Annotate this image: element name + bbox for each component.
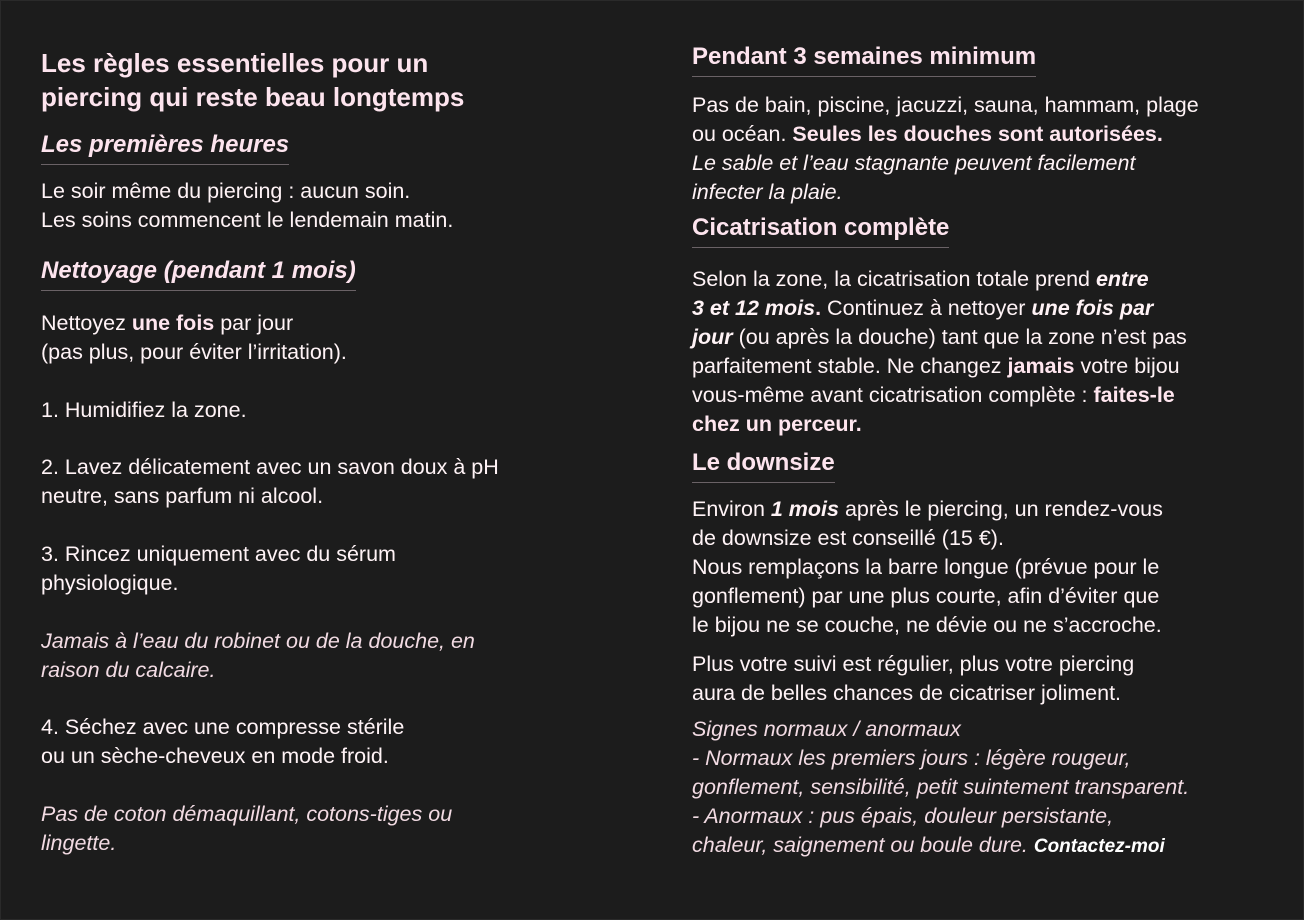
healing-duration-emphasis: 3 et 12 mois <box>692 296 816 320</box>
cleaning-step-4 <box>41 713 404 771</box>
three-weeks-heading: Pendant 3 semaines minimum <box>692 41 1036 77</box>
first-hours-line-1: Le soir même du piercing : aucun soin. <box>41 179 411 203</box>
cleaning-heading: Nettoyage (pendant 1 mois) <box>41 255 356 291</box>
title-line-1: Les règles essentielles pour un <box>41 48 429 78</box>
healing-line-4-a: parfaitement stable. Ne changez <box>692 354 1008 378</box>
healing-text <box>692 265 1187 439</box>
cleaning-intro-emphasis: une fois <box>131 311 215 335</box>
healing-line-1-emphasis: entre <box>1095 267 1149 291</box>
page-title <box>41 46 464 114</box>
tap-water-note-line-1: Jamais à l’eau du robinet ou de la douche, en <box>41 629 475 653</box>
three-weeks-line-3: Le sable et l’eau stagnante peuvent facilement <box>692 151 1136 175</box>
healing-line-3 <box>692 323 1187 352</box>
healing-line-2-c: Continuez à nettoyer <box>821 296 1032 320</box>
cleaning-step-2-line-2: neutre, sans parfum ni alcool. <box>41 484 324 508</box>
cleaning-step-3-line-1: 3. Rincez uniquement avec du sérum <box>41 542 396 566</box>
healing-frequency-emphasis: une fois par <box>1031 296 1154 320</box>
piercer-emphasis-a: faites-le <box>1093 383 1175 407</box>
first-hours-heading: Les premières heures <box>41 129 289 165</box>
cleaning-intro-c: par jour <box>214 311 294 335</box>
downsize-heading: Le downsize <box>692 447 835 483</box>
tap-water-note <box>41 627 475 685</box>
downsize-line-4: gonflement) par une plus courte, afin d’éviter que <box>692 584 1160 608</box>
downsize-line-2: de downsize est conseillé (15 €). <box>692 526 1004 550</box>
cleaning-step-4-line-2: ou un sèche-cheveux en mode froid. <box>41 744 389 768</box>
never-emphasis: jamais <box>1007 354 1075 378</box>
downsize-line-3: Nous remplaçons la barre longue (prévue pour le <box>692 555 1160 579</box>
downsize-line-1-c: après le piercing, un rendez-vous <box>839 497 1163 521</box>
healing-heading: Cicatrisation complète <box>692 212 949 248</box>
tap-water-note-line-2: raison du calcaire. <box>41 658 216 682</box>
signs-line-1: - Normaux les premiers jours : légère rougeur, <box>692 746 1131 770</box>
cotton-note-line-1: Pas de coton démaquillant, cotons-tiges ou <box>41 802 453 826</box>
signs-text <box>692 715 1189 861</box>
first-hours-line-2: Les soins commencent le lendemain matin. <box>41 208 454 232</box>
contact-link[interactable]: Contactez-moi <box>1033 836 1165 857</box>
signs-line-2: gonflement, sensibilité, petit suintement transparent. <box>692 775 1190 799</box>
cleaning-step-3-line-2: physiologique. <box>41 571 179 595</box>
healing-line-2-period: . <box>815 296 822 320</box>
three-weeks-line-1: Pas de bain, piscine, jacuzzi, sauna, hammam, plage <box>692 93 1199 117</box>
cleaning-step-3 <box>41 540 396 598</box>
showers-only-emphasis: Seules les douches sont autorisées. <box>792 122 1163 146</box>
healing-line-4 <box>692 352 1187 381</box>
healing-line-5 <box>692 381 1187 410</box>
downsize-line-1-a: Environ <box>692 497 771 521</box>
first-hours-text <box>41 177 453 235</box>
three-weeks-line-2-a: ou océan. <box>692 122 793 146</box>
title-line-2: piercing qui reste beau longtemps <box>41 82 465 112</box>
follow-up-line-2: aura de belles chances de cicatriser joliment. <box>692 681 1122 705</box>
cleaning-step-1: 1. Humidifiez la zone. <box>41 398 247 422</box>
downsize-delay-emphasis: 1 mois <box>770 497 839 521</box>
healing-line-1 <box>692 265 1187 294</box>
signs-line-4-text: chaleur, saignement ou boule dure. <box>692 833 1034 857</box>
signs-line-4 <box>692 831 1189 861</box>
cleaning-intro <box>41 309 347 367</box>
downsize-line-5: le bijou ne se couche, ne dévie ou ne s’accroche. <box>692 613 1162 637</box>
three-weeks-line-4: infecter la plaie. <box>692 180 843 204</box>
cleaning-step-2-line-1: 2. Lavez délicatement avec un savon doux à pH <box>41 455 499 479</box>
follow-up-text <box>692 650 1134 708</box>
cleaning-step-2 <box>41 453 499 511</box>
signs-title: Signes normaux / anormaux <box>692 717 961 741</box>
downsize-text <box>692 495 1163 640</box>
three-weeks-text <box>692 91 1199 207</box>
follow-up-line-1: Plus votre suivi est régulier, plus votre piercing <box>692 652 1135 676</box>
cleaning-intro-line-1 <box>41 309 347 338</box>
cleaning-intro-line-2: (pas plus, pour éviter l’irritation). <box>41 340 347 364</box>
healing-line-1-a: Selon la zone, la cicatrisation totale prend <box>692 267 1096 291</box>
healing-line-2 <box>692 294 1187 323</box>
cleaning-intro-a: Nettoyez <box>41 311 132 335</box>
healing-line-5-a: vous-même avant cicatrisation complète : <box>692 383 1094 407</box>
signs-line-3: - Anormaux : pus épais, douleur persistante, <box>692 804 1114 828</box>
cotton-note-line-2: lingette. <box>41 831 117 855</box>
healing-line-4-c: votre bijou <box>1074 354 1180 378</box>
healing-line-6 <box>692 410 1187 439</box>
healing-line-3-emphasis: jour <box>692 325 733 349</box>
cotton-note <box>41 800 452 858</box>
piercer-emphasis-b: chez un perceur. <box>692 412 862 436</box>
cleaning-step-4-line-1: 4. Séchez avec une compresse stérile <box>41 715 405 739</box>
downsize-line-1 <box>692 495 1163 524</box>
three-weeks-line-2 <box>692 120 1199 149</box>
healing-line-3-b: (ou après la douche) tant que la zone n’est pas <box>732 325 1187 349</box>
